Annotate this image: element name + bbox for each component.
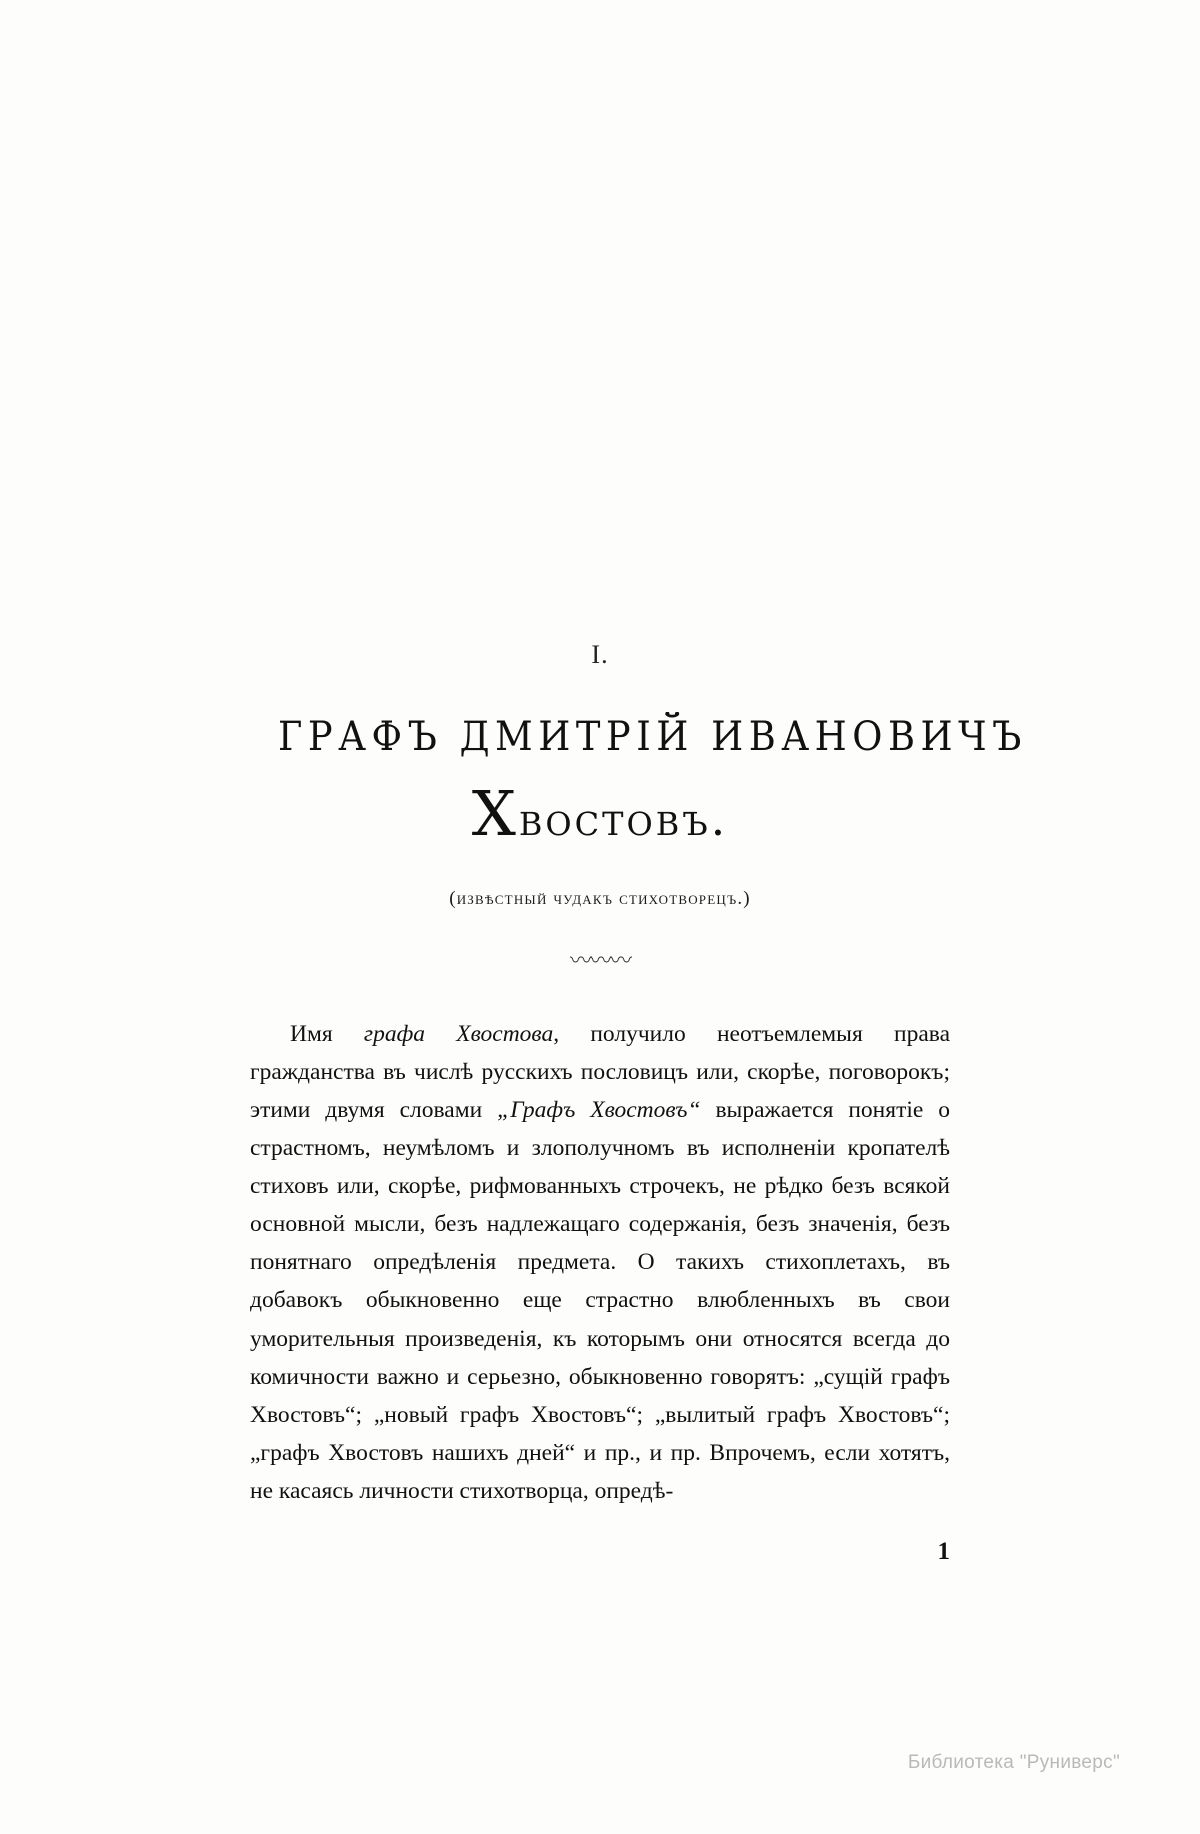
body-paragraph <box>250 1015 950 1510</box>
title-drop-cap: Х <box>471 777 519 850</box>
ornament-divider: 〰〰〰 <box>569 949 630 974</box>
subtitle: (извѣстный чудакъ стихотворецъ.) <box>449 888 751 909</box>
library-watermark: Библиотека "Руниверс" <box>907 1752 1120 1773</box>
page-number: 1 <box>937 1538 950 1565</box>
paragraph-text-part-3: выражается понятіе о страстномъ, неумѣломъ и злополучномъ въ исполненіи кропателѣ стиховъ или, скорѣе, рифмованныхъ строчекъ, не рѣдко безъ всякой основной мысли, безъ надлежащаго содержанія, безъ значенія, безъ понятнаго опредѣленія предмета. О такихъ стихоплетахъ, въ добавокъ обыкновенно еще страстно влюбленныхъ въ свои уморительныя произведенія, къ которымъ они относятся всегда до комичности важно и серьезно, обыкновенно говорятъ: „сущій графъ Хвостовъ“; „новый графъ Хвостовъ“; „вылитый графъ Хвостовъ“; „графъ Хвостовъ нашихъ дней“ и пр., и пр. Впрочемъ, если хотятъ, не касаясь личности стихотворца, опредѣ- <box>250 1097 950 1504</box>
paragraph-text-part-1: Имя <box>290 1021 364 1047</box>
title-line-one: ГРАФЪ ДМИТРІЙ ИВАНОВИЧЪ <box>278 714 1027 760</box>
paragraph-text-part-2: , получило неотъемлемыя права гражданства въ числѣ русскихъ пословицъ или, скорѣе, поговорокъ; этими двумя словами <box>250 1021 950 1124</box>
title-line-two <box>250 777 950 850</box>
chapter-number: I. <box>591 640 609 669</box>
title-line-two-rest: востовъ. <box>518 792 729 846</box>
paragraph-italic-1: графа Хвостова <box>363 1021 554 1047</box>
paragraph-italic-2: „Графъ Хвостовъ“ <box>497 1097 701 1124</box>
page-content <box>250 640 1027 1510</box>
